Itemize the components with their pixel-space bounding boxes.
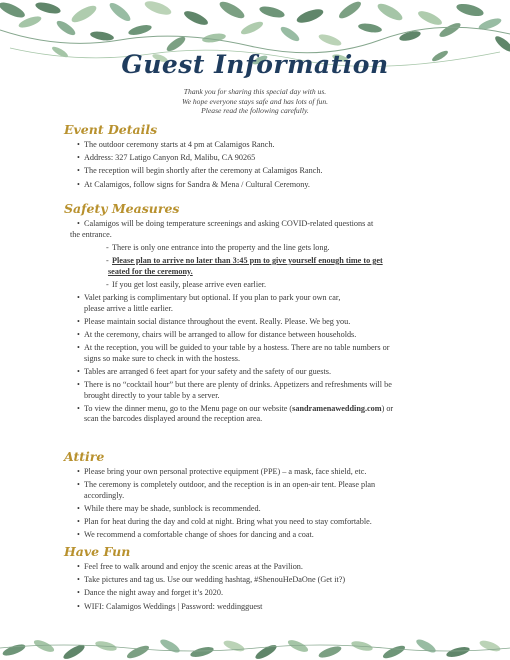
list-item: • Tables are arranged 6 feet apart for your safety and the safety of our guests. bbox=[64, 367, 444, 378]
list-item: • The outdoor ceremony starts at 4 pm at Calamigos Ranch. bbox=[64, 140, 444, 151]
intro-line: We hope everyone stays safe and has lots of fun. bbox=[181, 96, 329, 106]
sub-item-text: Please plan to arrive no later than 3:45 pm to give yourself enough time to get bbox=[112, 255, 383, 265]
list-item-text: the entrance. bbox=[70, 229, 112, 239]
website-link[interactable]: sandramenawedding.com bbox=[292, 403, 382, 413]
list-item bbox=[64, 404, 444, 425]
list-item: • Take pictures and tag us. Use our wedding hashtag, #ShenouHeDaOne (Get it?) bbox=[64, 575, 444, 586]
list-item: • The reception will begin shortly after the ceremony at Calamigos Ranch. bbox=[64, 166, 444, 177]
list-item-text: Valet parking is complimentary but optional. If you plan to park your own car, bbox=[84, 292, 341, 302]
sub-item bbox=[64, 243, 444, 254]
section-heading-event-details: Event Details bbox=[64, 122, 158, 137]
section-heading-safety: Safety Measures bbox=[64, 201, 180, 216]
sub-item-emphasis bbox=[64, 256, 444, 277]
list-item-text: Calamigos will be doing temperature screenings and asking COVID-related questions at bbox=[84, 219, 374, 228]
list-item-text: signs so make sure to check in with the hostess. bbox=[84, 353, 240, 363]
event-details-section bbox=[64, 122, 444, 193]
list-item: • Feel free to walk around and enjoy the scenic areas at the Pavilion. bbox=[64, 562, 444, 573]
list-item: • We recommend a comfortable change of shoes for dancing and a coat. bbox=[64, 530, 444, 541]
section-heading-attire: Attire bbox=[64, 449, 105, 464]
list-item bbox=[64, 480, 444, 501]
list-item-text: To view the dinner menu, go to the Menu page on our website ( bbox=[84, 403, 293, 413]
list-item bbox=[64, 219, 444, 240]
sub-item-text: There is only one entrance into the property and the line gets long. bbox=[112, 242, 330, 252]
list-item-text: The ceremony is completely outdoor, and the reception is in an open-air tent. Please plan bbox=[84, 480, 376, 490]
intro-line: Please read the following carefully. bbox=[201, 106, 309, 116]
sub-item-text: If you get lost easily, please arrive even earlier. bbox=[112, 279, 267, 289]
list-item: • Please bring your own personal protective equipment (PPE) – a mask, face shield, etc. bbox=[64, 467, 444, 478]
sub-item bbox=[64, 280, 444, 291]
list-item: • Address: 327 Latigo Canyon Rd, Malibu, CA 90265 bbox=[64, 153, 444, 164]
list-item bbox=[64, 343, 444, 364]
list-item: • Please maintain social distance throughout the event. Really. Please. We beg you. bbox=[64, 317, 444, 328]
list-item: • Plan for heat during the day and cold at night. Bring what you need to stay comfortable. bbox=[64, 517, 444, 528]
safety-section bbox=[64, 201, 444, 428]
list-item-text: accordingly. bbox=[84, 490, 125, 500]
foliage-border-bottom bbox=[0, 634, 510, 660]
intro-line: Thank you for sharing this special day with us. bbox=[183, 87, 327, 96]
page-title: Guest Information bbox=[121, 50, 389, 79]
list-item: • At the ceremony, chairs will be arranged to allow for distance between households. bbox=[64, 330, 444, 341]
list-item-text: There is no “cocktail hour” but there are plenty of drinks. Appetizers and refreshments will be bbox=[84, 380, 392, 390]
list-item: • Dance the night away and forget it’s 2020. bbox=[64, 588, 444, 599]
list-item bbox=[64, 293, 444, 314]
intro-text bbox=[0, 87, 510, 116]
list-item: • At Calamigos, follow signs for Sandra & Mena / Cultural Ceremony. bbox=[64, 180, 444, 191]
sub-item-text: seated for the ceremony. bbox=[108, 266, 193, 276]
list-item-text: scan the barcodes displayed around the reception area. bbox=[84, 414, 263, 424]
list-item-text: ) or bbox=[381, 403, 394, 413]
section-heading-have-fun: Have Fun bbox=[64, 544, 131, 559]
list-item-text: brought directly to your table by a server. bbox=[84, 390, 220, 400]
list-item: • WIFI: Calamigos Weddings | Password: weddingguest bbox=[64, 602, 444, 613]
have-fun-section bbox=[64, 544, 444, 615]
list-item: • While there may be shade, sunblock is recommended. bbox=[64, 504, 444, 515]
list-item bbox=[64, 380, 444, 401]
list-item-text: please arrive a little earlier. bbox=[84, 303, 173, 313]
list-item-text: At the reception, you will be guided to your table by a hostess. There are no table numbers or bbox=[84, 343, 390, 353]
attire-section bbox=[64, 449, 444, 544]
